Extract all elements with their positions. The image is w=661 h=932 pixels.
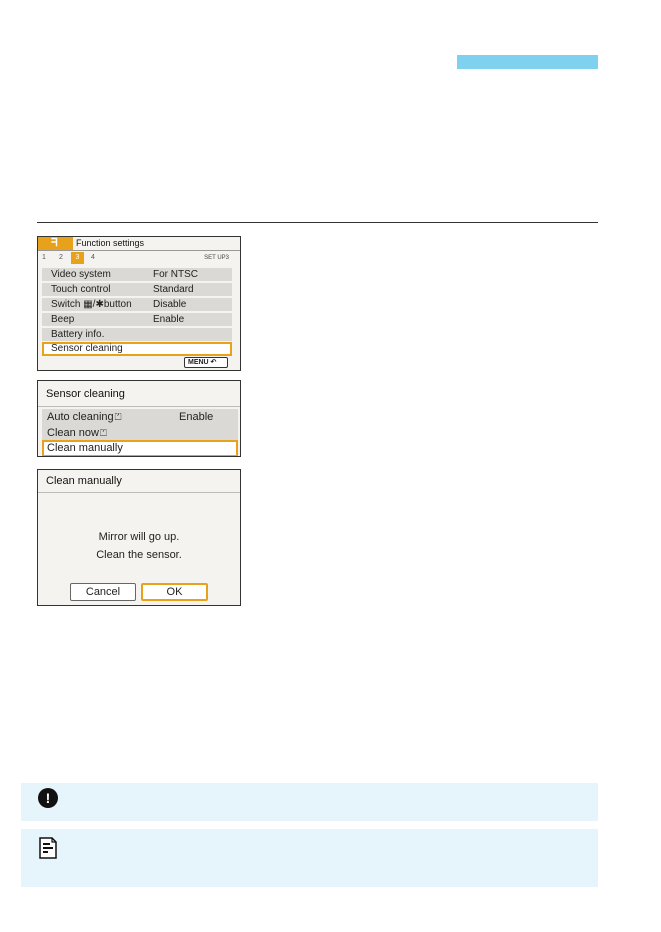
wrench-icon: ᖷ: [51, 236, 58, 249]
tab-setup[interactable]: [38, 237, 73, 250]
tab-1[interactable]: 1: [42, 254, 46, 261]
menu-back-button[interactable]: MENU ↶: [184, 357, 228, 368]
section-divider: [37, 222, 598, 223]
menu-item-video-system[interactable]: [42, 268, 232, 282]
menu-item-battery-info[interactable]: [42, 328, 232, 342]
menu-item-touch-control[interactable]: [42, 283, 232, 297]
menu-item-clean-manually[interactable]: [42, 440, 238, 457]
cancel-button[interactable]: Cancel: [70, 583, 136, 601]
menu-item-switch-button[interactable]: [42, 298, 232, 312]
tab-2[interactable]: 2: [59, 254, 63, 261]
menu-item-label: Battery info.: [51, 329, 105, 340]
menu-item-label: Switch ▦/✱button: [51, 299, 132, 310]
memo-icon: [39, 837, 57, 859]
menu-item-label: Beep: [51, 314, 75, 325]
caution-icon: !: [38, 788, 58, 808]
menu-item-value: Enable: [179, 411, 214, 423]
divider: [38, 492, 240, 493]
clean-manually-dialog: [37, 469, 241, 606]
dialog-title: Clean manually: [46, 475, 122, 487]
screen-title: Sensor cleaning: [46, 388, 125, 400]
menu-item-auto-cleaning[interactable]: [42, 409, 238, 426]
menu-item-label: Sensor cleaning: [51, 343, 123, 354]
function-settings-screen: [37, 236, 241, 371]
memo-note: [21, 829, 598, 887]
setup-tab-strip: [38, 251, 240, 267]
menu-item-value: Standard: [153, 284, 194, 295]
header-accent-bar: [457, 55, 598, 69]
sensor-cleaning-icon: ⏍: [114, 413, 122, 423]
menu-item-label: Video system: [51, 269, 111, 280]
menu-item-value: Disable: [153, 299, 187, 310]
menu-item-sensor-cleaning[interactable]: [42, 342, 232, 356]
menu-item-label: Clean manually: [47, 442, 123, 454]
menu-item-value: For NTSC: [153, 269, 198, 280]
menu-item-label: Auto cleaning⏍: [47, 411, 122, 423]
screen-title: Function settings: [76, 238, 145, 248]
dialog-message-line-2: Clean the sensor.: [96, 549, 182, 561]
sensor-cleaning-screen: [37, 380, 241, 457]
setup-page-label: SET UP3: [204, 255, 229, 261]
menu-item-value: Enable: [153, 314, 185, 325]
screen-title-bar: [38, 237, 240, 250]
sensor-cleaning-icon: ⏍: [99, 429, 107, 439]
divider: [38, 406, 240, 407]
ok-button[interactable]: OK: [141, 583, 208, 601]
dialog-message-line-1: Mirror will go up.: [98, 531, 180, 543]
tab-4[interactable]: 4: [91, 254, 95, 261]
menu-item-label: Clean now⏍: [47, 427, 107, 439]
menu-item-beep[interactable]: [42, 313, 232, 327]
caution-note: [21, 783, 598, 821]
tab-3[interactable]: 3: [71, 252, 84, 264]
menu-item-label: Touch control: [51, 284, 111, 295]
